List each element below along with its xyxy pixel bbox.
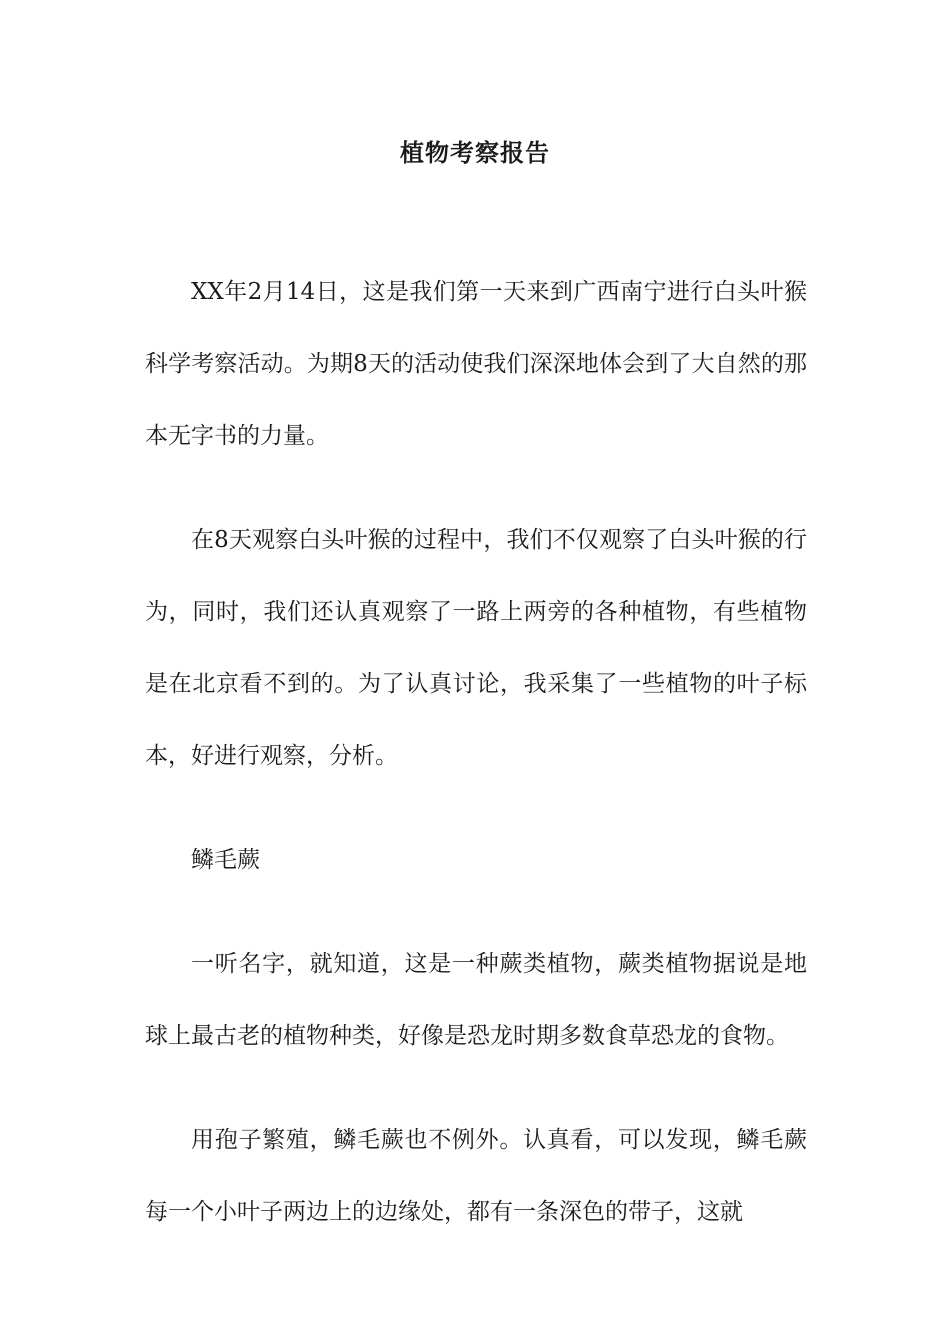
paragraph-observation: 在8天观察白头叶猴的过程中，我们不仅观察了白头叶猴的行为，同时，我们还认真观察了一路上两旁的各种植物，有些植物是在北京看不到的。为了认真讨论，我采集了一些植物的叶子标本，好进行观察，分析。: [145, 527, 807, 769]
paragraph-intro: XX年2月14日，这是我们第一天来到广西南宁进行白头叶猴科学考察活动。为期8天的活动使我们深深地体会到了大自然的那本无字书的力量。: [145, 279, 807, 449]
section-heading-fern: 鳞毛蕨: [191, 847, 260, 873]
paragraph-fern-description: 一听名字，就知道，这是一种蕨类植物，蕨类植物据说是地球上最古老的植物种类，好像是恐龙时期多数食草恐龙的食物。: [145, 951, 807, 1049]
document-body: [145, 256, 807, 1248]
paragraph-fern-reproduction: 用孢子繁殖，鳞毛蕨也不例外。认真看，可以发现，鳞毛蕨每一个小叶子两边上的边缘处，都有一条深色的带子，这就: [145, 1127, 807, 1225]
document-title: 植物考察报告: [400, 138, 550, 167]
